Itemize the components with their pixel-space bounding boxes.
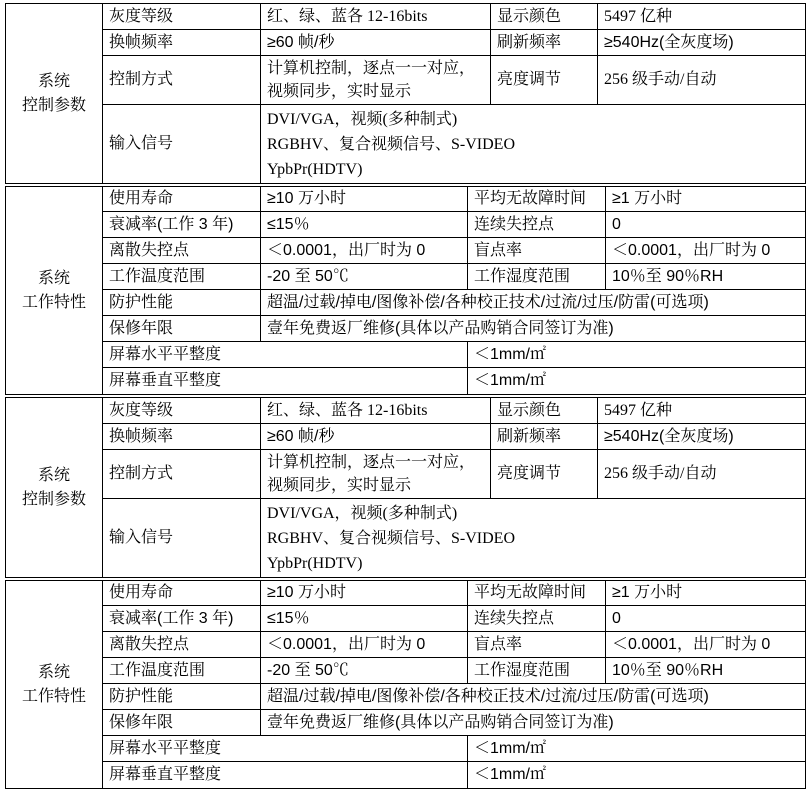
spec-label: 平均无故障时间 bbox=[468, 581, 606, 606]
spec-value: 10％至 90％RH bbox=[606, 658, 806, 684]
working-characteristics-table bbox=[5, 186, 806, 395]
spec-value-line: DVI/VGA，视频(多种制式) bbox=[267, 110, 458, 128]
spec-label: 显示颜色 bbox=[491, 398, 598, 424]
spec-value: 0 bbox=[606, 212, 806, 238]
spec-value: 红、绿、蓝各 12-16bits bbox=[261, 4, 491, 30]
spec-value: 超温/过载/掉电/图像补偿/各种校正技术/过流/过压/防雷(可选项) bbox=[261, 684, 806, 710]
spec-label: 工作温度范围 bbox=[103, 264, 261, 290]
spec-value: 红、绿、蓝各 12-16bits bbox=[261, 398, 491, 424]
section-title-line: 系统 bbox=[37, 72, 70, 90]
spec-label: 亮度调节 bbox=[491, 450, 598, 499]
spec-label: 屏幕垂直平整度 bbox=[103, 368, 468, 395]
spec-value: ≥540Hz(全灰度场) bbox=[598, 424, 806, 450]
spec-value bbox=[261, 56, 491, 105]
spec-value bbox=[261, 499, 806, 578]
section-title-line: 工作特性 bbox=[21, 293, 86, 311]
spec-label: 衰减率(工作 3 年) bbox=[103, 212, 261, 238]
section-title-line: 控制参数 bbox=[21, 490, 86, 508]
spec-label: 防护性能 bbox=[103, 684, 261, 710]
spec-value: -20 至 50℃ bbox=[261, 264, 468, 290]
spec-label: 屏幕水平平整度 bbox=[103, 736, 468, 762]
spec-value: ≥10 万小时 bbox=[261, 187, 468, 212]
spec-value-line: YpbPr(HDTV) bbox=[267, 554, 363, 572]
section-title-line: 系统 bbox=[37, 663, 70, 681]
spec-label: 盲点率 bbox=[468, 238, 606, 264]
spec-label: 灰度等级 bbox=[103, 4, 261, 30]
spec-label: 刷新频率 bbox=[491, 30, 598, 56]
spec-value-line: 计算机控制，逐点一一对应， bbox=[267, 60, 476, 77]
spec-document bbox=[5, 3, 805, 791]
spec-value: 5497 亿种 bbox=[598, 398, 806, 424]
spec-value-line: 计算机控制，逐点一一对应， bbox=[267, 454, 476, 471]
spec-value bbox=[261, 105, 806, 184]
spec-value: ≥540Hz(全灰度场) bbox=[598, 30, 806, 56]
spec-label: 控制方式 bbox=[103, 56, 261, 105]
section-title-control bbox=[6, 4, 103, 184]
spec-label: 灰度等级 bbox=[103, 398, 261, 424]
spec-label: 工作湿度范围 bbox=[468, 658, 606, 684]
section-title-characteristics bbox=[6, 187, 103, 395]
working-characteristics-table bbox=[5, 580, 806, 789]
spec-value: 256 级手动/自动 bbox=[598, 56, 806, 105]
spec-label: 屏幕水平平整度 bbox=[103, 342, 468, 368]
section-title-line: 控制参数 bbox=[21, 96, 86, 114]
spec-label: 使用寿命 bbox=[103, 187, 261, 212]
spec-label: 使用寿命 bbox=[103, 581, 261, 606]
section-title-line: 系统 bbox=[37, 269, 70, 287]
spec-value-line: 视频同步，实时显示 bbox=[267, 477, 412, 494]
spec-value: ≥60 帧/秒 bbox=[261, 424, 491, 450]
spec-label: 连续失控点 bbox=[468, 606, 606, 632]
spec-label: 刷新频率 bbox=[491, 424, 598, 450]
spec-value: ＜1mm/㎡ bbox=[468, 368, 806, 395]
spec-label: 工作温度范围 bbox=[103, 658, 261, 684]
spec-value: ＜0.0001，出厂时为 0 bbox=[261, 632, 468, 658]
spec-value: ＜1mm/㎡ bbox=[468, 762, 806, 789]
spec-value: 壹年免费返厂维修(具体以产品购销合同签订为准) bbox=[261, 316, 806, 342]
spec-value: ＜0.0001，出厂时为 0 bbox=[606, 632, 806, 658]
spec-label: 输入信号 bbox=[103, 105, 261, 184]
spec-label: 屏幕垂直平整度 bbox=[103, 762, 468, 789]
spec-value: ≥60 帧/秒 bbox=[261, 30, 491, 56]
spec-value: 超温/过载/掉电/图像补偿/各种校正技术/过流/过压/防雷(可选项) bbox=[261, 290, 806, 316]
section-title-line: 系统 bbox=[37, 466, 70, 484]
spec-value: -20 至 50℃ bbox=[261, 658, 468, 684]
spec-label: 工作湿度范围 bbox=[468, 264, 606, 290]
section-title-line: 工作特性 bbox=[21, 687, 86, 705]
spec-value: ＜1mm/㎡ bbox=[468, 342, 806, 368]
spec-value-line: RGBHV、复合视频信号、S-VIDEO bbox=[267, 135, 516, 153]
spec-value: ≥1 万小时 bbox=[606, 581, 806, 606]
spec-value-line: YpbPr(HDTV) bbox=[267, 160, 363, 178]
spec-value: ≤15％ bbox=[261, 606, 468, 632]
spec-value: ≥10 万小时 bbox=[261, 581, 468, 606]
spec-label: 显示颜色 bbox=[491, 4, 598, 30]
section-title-control bbox=[6, 398, 103, 578]
spec-value-line: DVI/VGA，视频(多种制式) bbox=[267, 504, 458, 522]
spec-value-line: RGBHV、复合视频信号、S-VIDEO bbox=[267, 529, 516, 547]
spec-label: 换帧频率 bbox=[103, 30, 261, 56]
spec-label: 离散失控点 bbox=[103, 238, 261, 264]
spec-value: 10％至 90％RH bbox=[606, 264, 806, 290]
spec-label: 输入信号 bbox=[103, 499, 261, 578]
spec-label: 连续失控点 bbox=[468, 212, 606, 238]
spec-value: ≤15％ bbox=[261, 212, 468, 238]
spec-value: ≥1 万小时 bbox=[606, 187, 806, 212]
section-title-characteristics bbox=[6, 581, 103, 789]
spec-label: 保修年限 bbox=[103, 316, 261, 342]
spec-value: ＜1mm/㎡ bbox=[468, 736, 806, 762]
spec-value: 壹年免费返厂维修(具体以产品购销合同签订为准) bbox=[261, 710, 806, 736]
spec-label: 防护性能 bbox=[103, 290, 261, 316]
spec-label: 保修年限 bbox=[103, 710, 261, 736]
spec-value: 256 级手动/自动 bbox=[598, 450, 806, 499]
spec-label: 衰减率(工作 3 年) bbox=[103, 606, 261, 632]
spec-label: 离散失控点 bbox=[103, 632, 261, 658]
spec-label: 亮度调节 bbox=[491, 56, 598, 105]
control-parameters-table bbox=[5, 3, 806, 184]
spec-value: 5497 亿种 bbox=[598, 4, 806, 30]
spec-label: 控制方式 bbox=[103, 450, 261, 499]
spec-label: 平均无故障时间 bbox=[468, 187, 606, 212]
spec-label: 换帧频率 bbox=[103, 424, 261, 450]
spec-value-line: 视频同步，实时显示 bbox=[267, 83, 412, 100]
spec-value: ＜0.0001，出厂时为 0 bbox=[606, 238, 806, 264]
spec-label: 盲点率 bbox=[468, 632, 606, 658]
spec-value: ＜0.0001，出厂时为 0 bbox=[261, 238, 468, 264]
spec-value bbox=[261, 450, 491, 499]
control-parameters-table bbox=[5, 397, 806, 578]
spec-value: 0 bbox=[606, 606, 806, 632]
